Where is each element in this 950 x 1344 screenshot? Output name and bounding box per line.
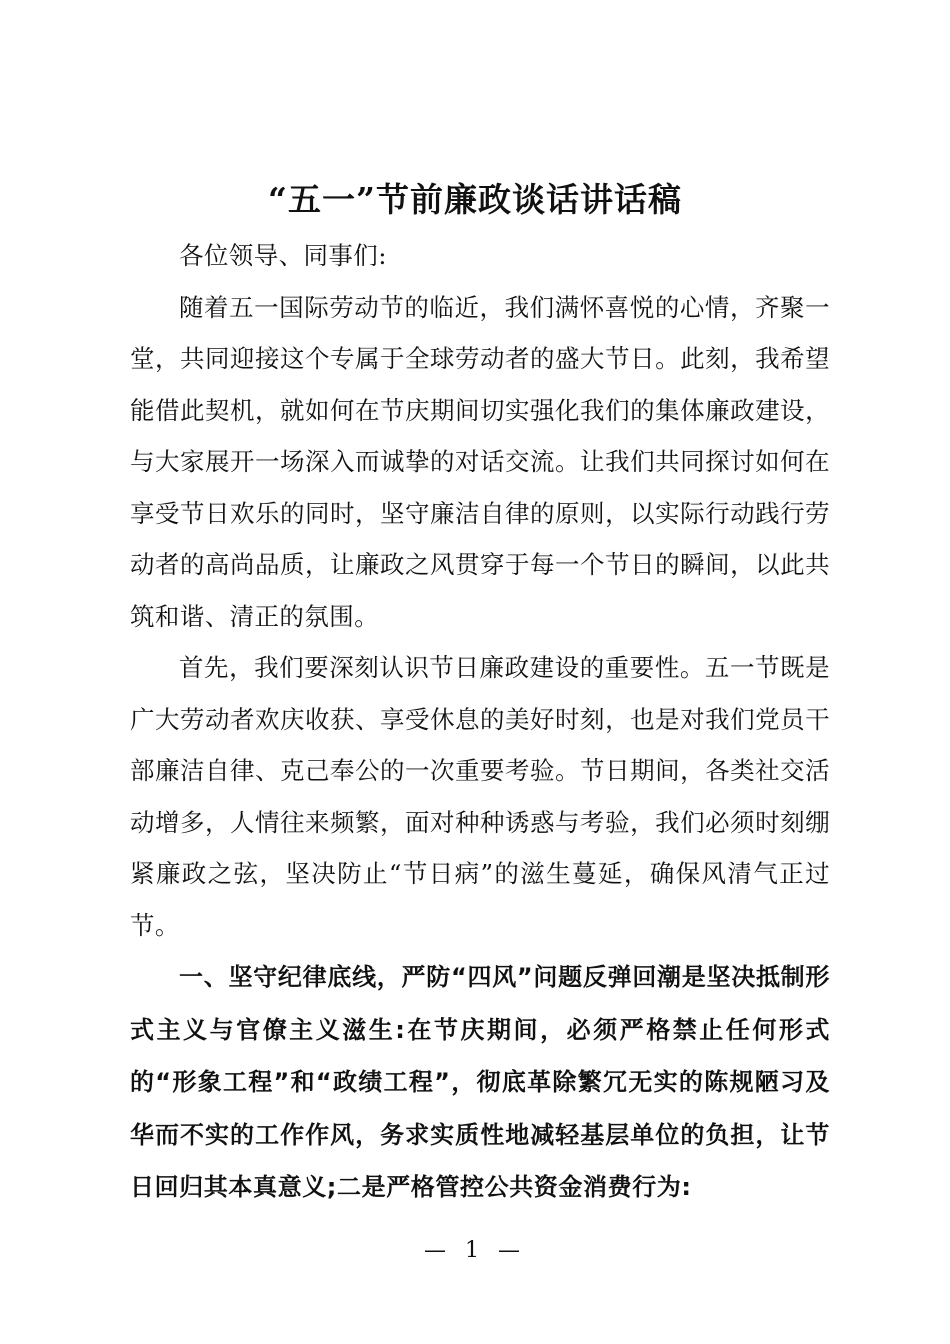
page-number: — 1 — <box>424 1238 526 1263</box>
salutation: 各位领导、同事们: <box>179 241 387 270</box>
document-body <box>130 230 830 1214</box>
paragraph-first: 首先，我们要深刻认识节日廉政建设的重要性。五一节既是广大劳动者欢庆收获、享受休息的美好时刻，也是对我们党员干部廉洁自律、克己奉公的一次重要考验。节日期间，各类社交活动增多，人情往来频繁，面对种种诱惑与考验，我们必须时刻绷紧廉政之弦，坚决防止“节日病”的滋生蔓延，确保风清气正过节。 <box>130 653 830 940</box>
document-title: “五一”节前廉政谈话讲话稿 <box>268 180 682 219</box>
paragraph-intro: 随着五一国际劳动节的临近，我们满怀喜悦的心情，齐聚一堂，共同迎接这个专属于全球劳动者的盛大节日。此刻，我希望能借此契机，就如何在节庆期间切实强化我们的集体廉政建设，与大家展开一场深入而诚挚的对话交流。让我们共同探讨如何在享受节日欢乐的同时，坚守廉洁自律的原则，以实际行动践行劳动者的高尚品质，让廉政之风贯穿于每一个节日的瞬间，以此共筑和谐、清正的氛围。 <box>130 292 830 631</box>
paragraph-section-one: 一、坚守纪律底线，严防“四风”问题反弹回潮是坚决抵制形式主义与官僚主义滋生:在节庆期间，必须严格禁止任何形式的“形象工程”和“政绩工程”，彻底革除繁冗无实的陈规陋习及华而不实的工作作风，务求实质性地减轻基层单位的负担，让节日回归其本真意义;二是严格管控公共资金消费行为: <box>130 963 830 1201</box>
